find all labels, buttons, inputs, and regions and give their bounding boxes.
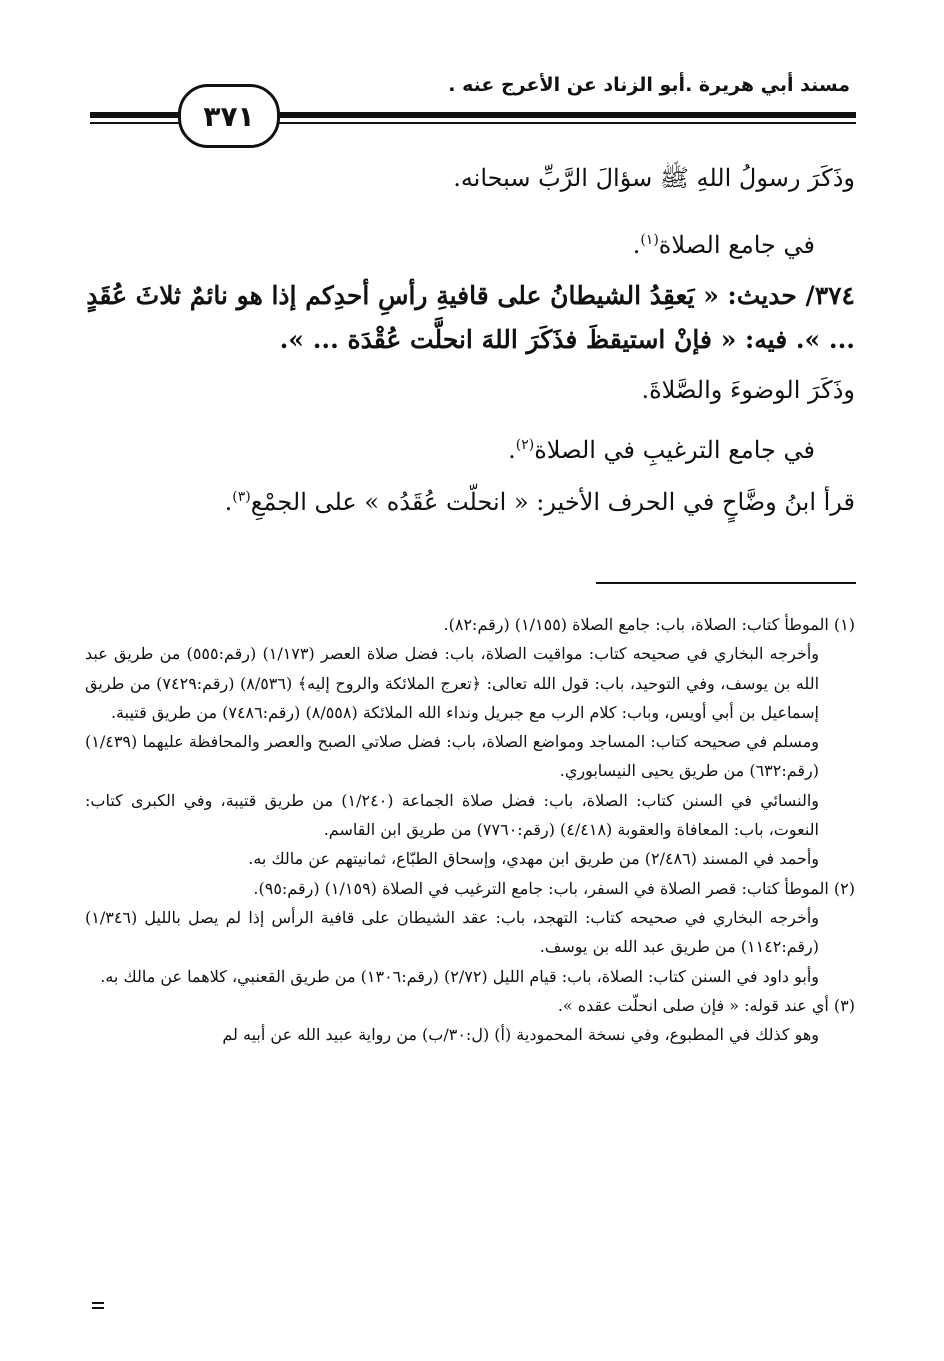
running-title: مسند أبي هريرة .أبو الزناد عن الأعرج عنه . [448,74,850,96]
footnote-1: (١) الموطأ كتاب: الصلاة، باب: جامع الصلاة (١/١٥٥) (رقم:٨٢). [443,615,855,634]
main-line-2-text: في جامع الصلاة [658,231,815,259]
footnote-3-note: وهو كذلك في المطبوع، وفي نسخة المحمودية (أ) (ل:٣٠/ب) من رواية عبيد الله عن أبيه لم [222,1025,819,1045]
main-line-2-end: . [632,231,641,259]
main-text [85,152,855,522]
page-number: ٣٧١ [203,99,255,133]
footnote-1-muslim: ومسلم في صحيحه كتاب: المساجد ومواضع الصلاة، باب: فضل صلاتي الصبح والعصر والمحافظة عليهما (١/٤٣٩) (رقم:٦٣٢) من طريق يحيى النيسابوري. [85,732,819,781]
main-line-4-end: . [508,436,516,464]
footnote-2-abudawud: وأبو داود في السنن كتاب: الصلاة، باب: قيام الليل (٢/٧٢) (رقم:١٣٠٦) من طريق القعنبي، كلاهما عن مالك به. [100,966,819,986]
main-line-4-text: في جامع الترغيبِ في الصلاة [534,436,815,464]
main-line-4 [85,418,855,472]
main-line-5-end: . [224,488,233,516]
hadith-text: « يَعقِدُ الشيطانُ على قافيةِ رأسِ أحدِكم إذا هو نائمٌ ثلاثَ عُقَدٍ ... ». فيه: « فإنْ استيقظَ فذَكَرَ اللهَ انحلَّت عُقْدَة ... ». [86,281,855,354]
footnote-mark-1: (١) [640,232,659,248]
continuation-mark [92,1302,104,1304]
footnotes [85,610,855,1049]
footnote-separator [596,582,856,584]
footnote-1-bukhari: وأخرجه البخاري في صحيحه كتاب: مواقيت الصلاة، باب: فضل صلاة العصر (١/١٧٣) (رقم:٥٥٥) من طريق عبد الله بن يوسف، وفي التوحيد، باب: قول الله تعالى: ﴿تعرج الملائكة والروح إليه﴾ (٨/٥٣٦) (رقم:٧٤٢٩) من طريق إسماعيل بن أبي أويس، وباب: كلام الرب مع جبريل ونداء الله الملائكة (٨/٥٥٨) (رقم:٧٤٨٦) من طريق قتيبة. [85,644,820,722]
main-line-3: وذَكَرَ الوضوءَ والصَّلاةَ. [641,376,855,404]
main-line-5-text: قرأ ابنُ وضَّاحٍ في الحرف الأخير: « انحلّت عُقَدُه » على الجمْعِ [250,488,855,516]
footnote-mark-2: (٢) [515,437,535,453]
continuation-mark-2 [92,1307,104,1309]
main-line-5 [85,472,855,522]
footnote-1-ahmad: وأحمد في المسند (٢/٤٨٦) من طريق ابن مهدي، وإسحاق الطبّاع، ثمانيتهم عن مالك به. [248,849,819,869]
footnote-2-bukhari: وأخرجه البخاري في صحيحه كتاب: التهجد، باب: عقد الشيطان على قافية الرأس إذا لم يصل بالليل (١/٣٤٦) (رقم:١١٤٢) من طريق عبد الله بن يوسف. [85,907,819,957]
footnote-1-nasai: والنسائي في السنن كتاب: الصلاة، باب: فضل صلاة الجماعة (١/٢٤٠) من طريق قتيبة، وفي الكبرى كتاب: النعوت، باب: المعافاة والعقوبة (٤/٤١٨) (رقم:٧٧٦٠) من طريق ابن القاسم. [85,790,820,840]
page-number-badge [178,84,280,148]
footnote-2: (٢) الموطأ كتاب: قصر الصلاة في السفر، باب: جامع الترغيب في الصلاة (١/١٥٩) (رقم:٩٥). [253,878,855,898]
footnote-3: (٣) أي عند قوله: « فإن صلى انحلّت عقده ». [557,995,855,1015]
main-line-1: وذَكَرَ رسولُ اللهِ ﷺ سؤالَ الرَّبِّ سبحانه. [453,164,855,192]
hadith-label: ٣٧٤/ حديث: [727,281,855,310]
hadith-paragraph [85,274,855,362]
main-line-2 [85,214,855,264]
footnote-mark-3: (٣) [232,489,251,505]
